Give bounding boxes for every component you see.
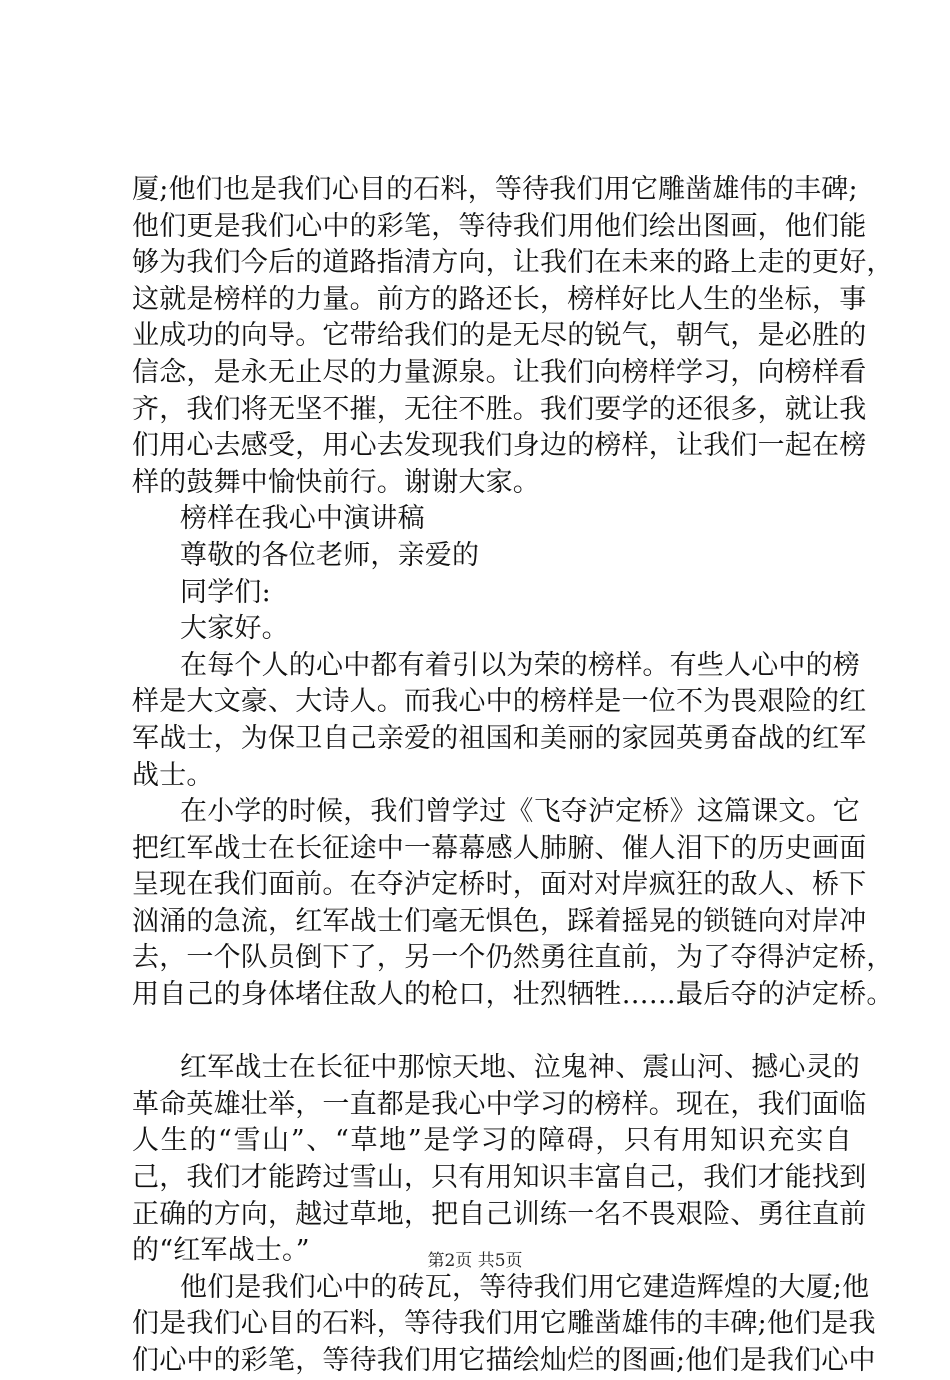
document-body [132, 172, 894, 1380]
text-line: 的“红军战士。” [132, 1235, 310, 1267]
text-line: 用自己的身体堵住敌人的枪口，壮烈牺牲……最后夺的泸定桥。 [132, 979, 894, 1011]
paragraph [132, 1270, 876, 1380]
text-line: 把红军战士在长征途中一幕幕感人肺腑、催人泪下的历史画面 [132, 832, 867, 864]
text-line: 他们是我们心中的砖瓦，等待我们用它建造辉煌的大厦;他 [180, 1271, 870, 1303]
text-line: 在每个人的心中都有着引以为荣的榜样。有些人心中的榜 [180, 649, 860, 681]
text-line: 们心中的彩笔，等待我们用它描绘灿烂的图画;他们是我们心中 [132, 1345, 876, 1376]
text-line: 去，一个队员倒下了，另一个仍然勇往直前，为了夺得泸定桥， [132, 942, 894, 974]
text-line: 们是我们心目的石料，等待我们用它雕凿雄伟的丰碑;他们是我 [132, 1308, 876, 1340]
paragraph [132, 648, 867, 794]
text-line: 够为我们今后的道路指清方向，让我们在未来的路上走的更好， [132, 247, 894, 279]
text-line: 们用心去感受，用心去发现我们身边的榜样，让我们一起在榜 [132, 430, 867, 462]
text-line: 军战士，为保卫自己亲爱的祖国和美丽的家园英勇奋战的红军 [132, 722, 867, 754]
paragraph [132, 538, 852, 575]
paragraph [132, 172, 894, 501]
text-line: 战士。 [132, 759, 214, 791]
text-line: 厦;他们也是我们心目的石料，等待我们用它雕凿雄伟的丰碑; [132, 174, 858, 205]
text-line: 样是大文豪、大诗人。而我心中的榜样是一位不为畏艰险的红 [132, 686, 867, 718]
text-line: 业成功的向导。它带给我们的是无尽的锐气，朝气，是必胜的 [132, 320, 867, 352]
text-line: 他们更是我们心中的彩笔，等待我们用他们绘出图画，他们能 [132, 210, 867, 242]
text-line: 信念，是永无止尽的力量源泉。让我们向榜样学习，向榜样看 [132, 356, 867, 388]
text-line: 齐，我们将无坚不摧，无往不胜。我们要学的还很多，就让我 [132, 393, 867, 425]
text-line: 这就是榜样的力量。前方的路还长，榜样好比人生的坐标，事 [132, 283, 867, 315]
text-line: 汹涌的急流，红军战士们毫无惧色，踩着摇晃的锁链向对岸冲 [132, 905, 867, 937]
text-line: 红军战士在长征中那惊天地、泣鬼神、震山河、撼心灵的 [180, 1052, 860, 1084]
text-line: 呈现在我们面前。在夺泸定桥时，面对对岸疯狂的敌人、桥下 [132, 869, 867, 901]
text-line: 正确的方向，越过草地，把自己训练一名不畏艰险、勇往直前 [132, 1198, 867, 1230]
text-line: 尊敬的各位老师，亲爱的 [180, 539, 480, 571]
paragraph [132, 794, 894, 1014]
paragraph [132, 575, 852, 612]
text-line: 样的鼓舞中愉快前行。谢谢大家。 [132, 466, 540, 498]
text-line: 在小学的时候，我们曾学过《飞夺泸定桥》这篇课文。它 [180, 796, 860, 828]
page-footer: 第2页 共5页 [427, 1251, 523, 1271]
text-line: 己，我们才能跨过雪山，只有用知识丰富自己，我们才能找到 [132, 1162, 867, 1194]
text-line: 大家好。 [180, 613, 289, 645]
paragraph [132, 611, 852, 648]
text-line: 人生的“雪山”、“草地”是学习的障碍，只有用知识充实自 [132, 1125, 852, 1157]
paragraph-gap [132, 1014, 852, 1051]
paragraph [132, 501, 852, 538]
paragraph [132, 1050, 867, 1270]
text-line: 革命英雄壮举，一直都是我心中学习的榜样。现在，我们面临 [132, 1088, 867, 1120]
text-line: 同学们: [180, 576, 271, 608]
text-line: 榜样在我心中演讲稿 [180, 503, 425, 535]
